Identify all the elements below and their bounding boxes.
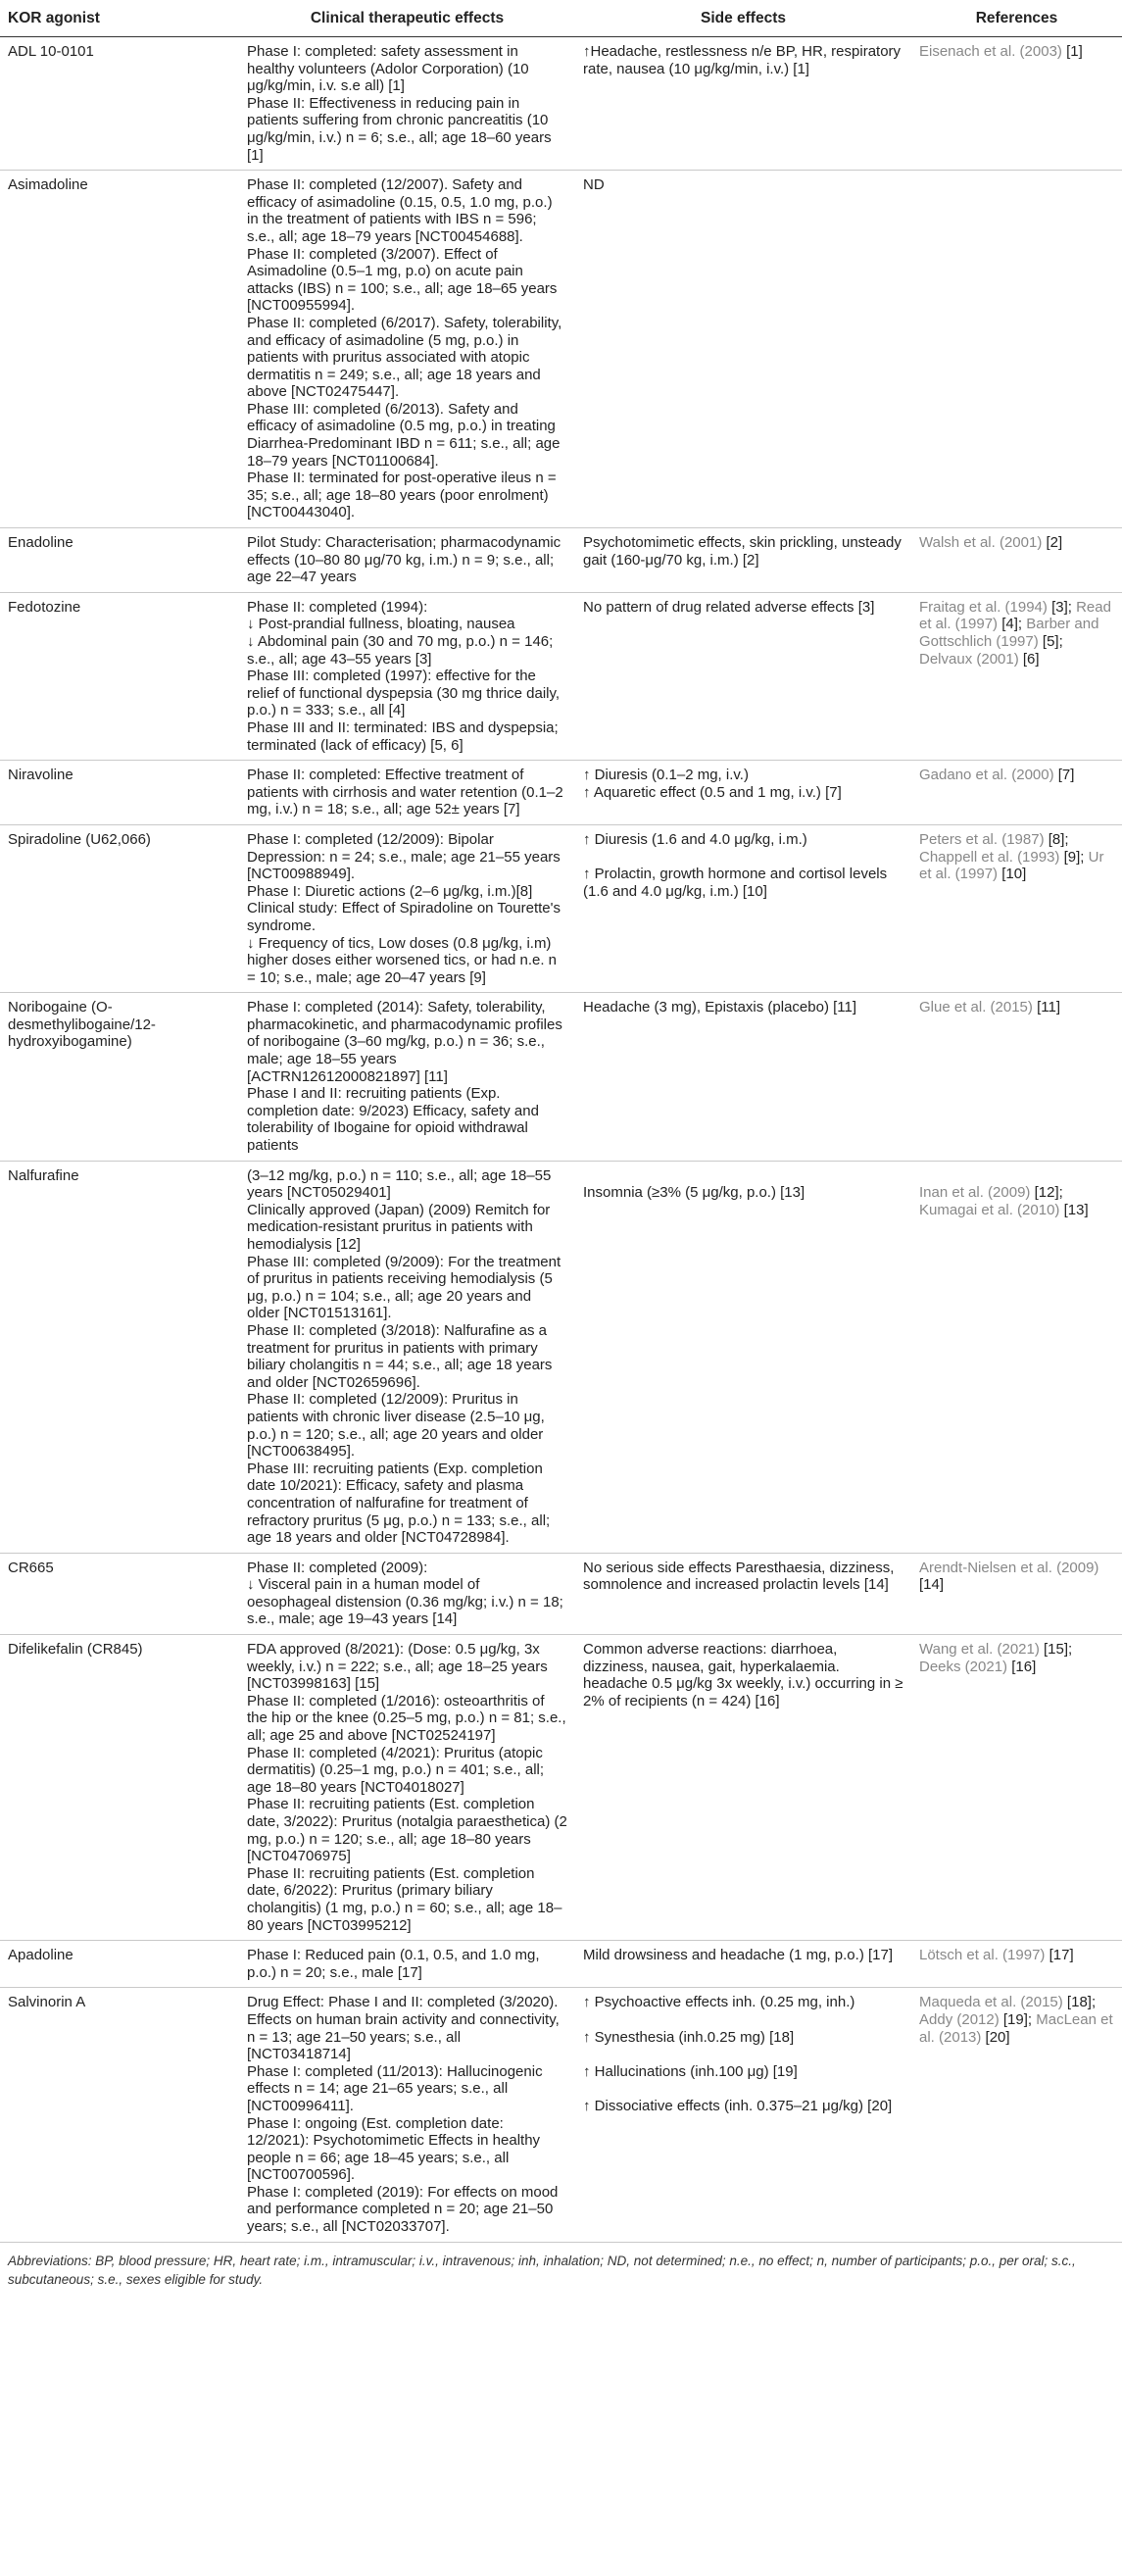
clinical-effects-cell-line: Phase II: completed: Effective treatment of patients with cirrhosis and water retention (0.1–2 mg, i.v.) n = 18; s.e., all; age 52± years [7]	[247, 767, 563, 818]
clinical-effects-cell-line: Phase II: completed (3/2018): Nalfurafine as a treatment for pruritus in patients with primary biliary cholangitis n = 44; s.e., all; age 18 years and older [NCT02659696].	[247, 1321, 553, 1391]
reference-number: [9];	[1059, 848, 1089, 866]
side-effects-cell-line: Mild drowsiness and headache (1 mg, p.o.) [17]	[583, 1947, 894, 1964]
references-cell	[911, 171, 1122, 528]
agonist-cell: Difelikefalin (CR845)	[0, 1635, 239, 1941]
reference-link[interactable]: Deeks (2021)	[919, 1658, 1008, 1675]
references-cell	[911, 1553, 1122, 1634]
table-row	[0, 761, 1122, 825]
table-row	[0, 37, 1122, 171]
reference-link[interactable]: Chappell et al. (1993)	[919, 848, 1060, 866]
side-effects-cell-line: ↑ Psychoactive effects inh. (0.25 mg, inh.)	[583, 1994, 855, 2011]
agonist-cell: Apadoline	[0, 1941, 239, 1988]
clinical-effects-cell-line: Phase III: completed (6/2013). Safety and efficacy of asimadoline (0.5 mg, p.o.) in treating Diarrhea-Predominant IBD n = 611; s.e., all; age 18–79 years [NCT01100684].	[247, 400, 561, 470]
reference-link[interactable]: Glue et al. (2015)	[919, 999, 1033, 1016]
clinical-effects-cell-line: ↓ Abdominal pain (30 and 70 mg, p.o.) n = 146; s.e., all; age 43–55 years [3]	[247, 633, 554, 668]
reference-number: [14]	[919, 1576, 945, 1594]
reference-link[interactable]: Inan et al. (2009)	[919, 1184, 1031, 1202]
table-row	[0, 993, 1122, 1161]
clinical-effects-cell	[239, 824, 575, 992]
side-effects-cell-line: Headache (3 mg), Epistaxis (placebo) [11]	[583, 999, 857, 1016]
agonist-cell: ADL 10-0101	[0, 37, 239, 171]
side-effects-cell-line: ↑ Prolactin, growth hormone and cortisol levels (1.6 and 4.0 μg/kg, i.m.) [10]	[583, 866, 888, 900]
clinical-effects-cell-line: Phase II: completed (2009):	[247, 1559, 428, 1576]
clinical-effects-cell	[239, 37, 575, 171]
side-effects-cell-line: Psychotomimetic effects, skin prickling, unsteady gait (160-μg/70 kg, i.m.) [2]	[583, 534, 902, 569]
header-kor-agonist: KOR agonist	[0, 0, 239, 37]
agonist-cell: Asimadoline	[0, 171, 239, 528]
clinical-effects-cell-line: Phase II: recruiting patients (Est. completion date, 3/2022): Pruritus (notalgia paraesthetica) (2 mg, p.o.) n = 120; s.e., all; age 18–80 years [NCT04706975]	[247, 1796, 567, 1865]
reference-number: [12];	[1030, 1184, 1063, 1202]
clinical-effects-cell-line: Phase I: completed (12/2009): Bipolar Depression: n = 24; s.e., male; age 21–55 years [NCT00988949].	[247, 830, 561, 883]
side-effects-cell	[575, 171, 911, 528]
references-cell	[911, 824, 1122, 992]
clinical-effects-cell	[239, 1553, 575, 1634]
clinical-effects-cell	[239, 171, 575, 528]
reference-number: [19];	[999, 2010, 1037, 2028]
clinical-effects-cell-line: FDA approved (8/2021): (Dose: 0.5 μg/kg, 3x weekly, i.v.) n = 222; s.e., all; age 18–25 years [NCT03998163] [15]	[247, 1641, 548, 1693]
clinical-effects-cell-line: Phase I: completed (2014): Safety, tolerability, pharmacokinetic, and pharmacodynamic profiles of noribogaine (3–60 mg/kg, p.o.) n = 36; s.e., male; age 18–55 years [ACTRN12612000821897] [11]	[247, 999, 562, 1085]
table-row	[0, 1941, 1122, 1988]
table-row	[0, 528, 1122, 593]
clinical-effects-cell-line: ↓ Frequency of tics, Low doses (0.8 μg/kg, i.m) higher doses either worsened tics, or had n.e. n = 10; s.e., male; age 20–47 years [9]	[247, 934, 558, 986]
side-effects-cell-line	[583, 1167, 903, 1185]
side-effects-cell-line: ↑ Dissociative effects (inh. 0.375–21 μg/kg) [20]	[583, 2097, 893, 2114]
agonist-cell: Niravoline	[0, 761, 239, 825]
side-effects-cell-line	[583, 849, 903, 867]
reference-link[interactable]: Addy (2012)	[919, 2010, 1000, 2028]
clinical-effects-cell	[239, 1988, 575, 2242]
reference-number: [2]	[1042, 534, 1063, 552]
table-row	[0, 824, 1122, 992]
clinical-effects-cell-line: Clinically approved (Japan) (2009) Remitch for medication-resistant pruritus in patients with hemodialysis [12]	[247, 1201, 551, 1253]
agonist-cell: Nalfurafine	[0, 1161, 239, 1553]
clinical-effects-cell-line: Phase III: recruiting patients (Exp. completion date 10/2021): Efficacy, safety and plasma concentration of nalfurafine for treatment of refractory pruritus (5 μg, p.o.) n = 133; s.e., all; age 18 years and older [NCT04728984].	[247, 1460, 551, 1547]
clinical-effects-cell-line: Phase III and II: terminated: IBS and dyspepsia; terminated (lack of efficacy) [5, 6]	[247, 718, 559, 754]
reference-link[interactable]: Ur et al. (1997)	[919, 848, 1104, 883]
clinical-effects-cell-line: ↓ Visceral pain in a human model of oesophageal distension (0.36 mg/kg; i.v.) n = 18; s.e., male; age 19–43 years [14]	[247, 1576, 563, 1628]
reference-number: [17]	[1045, 1947, 1074, 1964]
side-effects-cell	[575, 592, 911, 760]
clinical-effects-cell-line: Phase II: terminated for post-operative ileus n = 35; s.e., all; age 18–80 years (poor enrolment) [NCT00443040].	[247, 470, 557, 521]
clinical-effects-cell-line: Phase I and II: recruiting patients (Exp. completion date: 9/2023) Efficacy, safety and tolerability of Ibogaine for opioid withdrawal patients	[247, 1085, 539, 1155]
reference-number: [15];	[1039, 1641, 1073, 1659]
clinical-effects-cell-line: Phase I: completed: safety assessment in healthy volunteers (Adolor Corporation) (10 μg/kg/min, i.v. s.e all) [1]	[247, 43, 529, 95]
clinical-effects-cell-line: Phase I: completed (11/2013): Hallucinogenic effects n = 14; age 21–65 years; s.e., all [NCT00996411].	[247, 2062, 543, 2114]
header-side-effects: Side effects	[575, 0, 911, 37]
reference-number: [5];	[1038, 633, 1063, 650]
reference-link[interactable]: Fraitag et al. (1994)	[919, 598, 1048, 616]
references-cell	[911, 528, 1122, 593]
clinical-effects-cell	[239, 761, 575, 825]
references-cell	[911, 37, 1122, 171]
clinical-effects-cell-line: Phase II: recruiting patients (Est. completion date, 6/2022): Pruritus (primary biliary cholangitis) (1 mg, p.o.) n = 60; s.e., all; age 18–80 years [NCT03995212]	[247, 1864, 562, 1934]
side-effects-cell	[575, 824, 911, 992]
clinical-effects-cell-line: Clinical study: Effect of Spiradoline on Tourette's syndrome.	[247, 900, 561, 934]
agonist-cell: Salvinorin A	[0, 1988, 239, 2242]
reference-link[interactable]: Walsh et al. (2001)	[919, 534, 1043, 552]
side-effects-cell	[575, 1553, 911, 1634]
reference-link[interactable]: Read et al. (1997)	[919, 598, 1111, 633]
reference-link[interactable]: MacLean et al. (2013)	[919, 2010, 1113, 2046]
clinical-effects-cell-line: Phase III: completed (1997): effective for the relief of functional dyspepsia (30 mg thrice daily, p.o.) n = 333; s.e., all [4]	[247, 668, 561, 719]
reference-number: [7]	[1053, 767, 1075, 784]
header-clinical-effects: Clinical therapeutic effects	[239, 0, 575, 37]
clinical-effects-cell-line: ↓ Post-prandial fullness, bloating, nausea	[247, 616, 515, 633]
side-effects-cell-line: ↑Headache, restlessness n/e BP, HR, respiratory rate, nausea (10 μg/kg/min, i.v.) [1]	[583, 43, 902, 77]
reference-link[interactable]: Maqueda et al. (2015)	[919, 1994, 1063, 2011]
references-cell	[911, 761, 1122, 825]
clinical-effects-cell-line: Phase III: completed (9/2009): For the treatment of pruritus in patients receiving hemodialysis (5 μg, p.o.) n = 104; s.e., all; age 20 years and older [NCT01513161].	[247, 1253, 561, 1322]
reference-number: [16]	[1007, 1658, 1037, 1675]
reference-link[interactable]: Delvaux (2001)	[919, 650, 1019, 668]
reference-number: [18];	[1062, 1994, 1097, 2011]
reference-number: [8];	[1044, 830, 1069, 848]
clinical-effects-cell-line: Phase I: Diuretic actions (2–6 μg/kg, i.m.)[8]	[247, 882, 533, 900]
table-row	[0, 1988, 1122, 2242]
clinical-effects-cell-line: Phase II: completed (6/2017). Safety, tolerability, and efficacy of asimadoline (5 mg, p.o.) in patients with pruritus associated with atopic dermatitis n = 249; s.e., all; age 18 years and above [NCT02475447].	[247, 314, 562, 401]
side-effects-cell-line	[583, 2011, 903, 2029]
side-effects-cell	[575, 1161, 911, 1553]
reference-number: [4];	[998, 616, 1027, 633]
reference-link[interactable]: Peters et al. (1987)	[919, 830, 1045, 848]
clinical-effects-cell-line: Phase II: completed (12/2009): Pruritus in patients with chronic liver disease (2.5–10 μg, p.o.) n = 120; s.e., all; age 20 years and older [NCT00638495].	[247, 1391, 545, 1461]
side-effects-cell	[575, 761, 911, 825]
side-effects-cell	[575, 1635, 911, 1941]
side-effects-cell-line: ↑ Hallucinations (inh.100 μg) [19]	[583, 2062, 798, 2080]
clinical-effects-cell-line: Phase I: Reduced pain (0.1, 0.5, and 1.0 mg, p.o.) n = 20; s.e., male [17]	[247, 1947, 540, 1981]
clinical-effects-cell-line: Phase I: completed (2019): For effects on mood and performance completed n = 20; age 21–50 years; s.e., all [NCT02033707].	[247, 2183, 559, 2236]
agonist-cell: Noribogaine (O-desmethylibogaine/12-hydroxyibogamine)	[0, 993, 239, 1161]
side-effects-cell	[575, 1941, 911, 1988]
references-cell	[911, 1988, 1122, 2242]
table-row	[0, 1553, 1122, 1634]
clinical-effects-cell-line: (3–12 mg/kg, p.o.) n = 110; s.e., all; age 18–55 years [NCT05029401]	[247, 1166, 552, 1202]
header-references: References	[911, 0, 1122, 37]
reference-spacer	[919, 1167, 1114, 1185]
clinical-effects-cell-line: Phase II: completed (12/2007). Safety and efficacy of asimadoline (0.15, 0.5, 1.0 mg, p.o.) in the treatment of patients with IBS n = 596; s.e., all; age 18–79 years [NCT00454688].	[247, 176, 553, 245]
reference-number: [10]	[998, 866, 1027, 883]
reference-link[interactable]: Eisenach et al. (2003)	[919, 43, 1062, 60]
side-effects-cell-line: No serious side effects Paresthaesia, dizziness, somnolence and increased prolactin levels [14]	[583, 1559, 895, 1594]
reference-number: [20]	[981, 2028, 1010, 2046]
table-row	[0, 592, 1122, 760]
reference-link[interactable]: Lötsch et al. (1997)	[919, 1947, 1046, 1964]
side-effects-cell-line: ↑ Diuresis (0.1–2 mg, i.v.)	[583, 767, 749, 784]
clinical-effects-cell-line: Phase II: completed (1/2016): osteoarthritis of the hip or the knee (0.25–5 mg, p.o.) n = 81; s.e., all; age 25 and above [NCT02524197]	[247, 1692, 566, 1745]
clinical-effects-cell	[239, 1635, 575, 1941]
clinical-effects-cell-line: Phase II: completed (1994):	[247, 598, 428, 616]
references-cell	[911, 592, 1122, 760]
reference-number: [11]	[1032, 999, 1060, 1016]
reference-link[interactable]: Barber and Gottschlich (1997)	[919, 616, 1099, 650]
reference-number: [6]	[1018, 650, 1040, 668]
clinical-effects-cell-line: Phase II: Effectiveness in reducing pain in patients suffering from chronic pancreatitis (10 μg/kg/min, i.v.) n = 6; s.e., all; age 18–60 years [1]	[247, 94, 552, 164]
side-effects-cell	[575, 37, 911, 171]
table-footnote: Abbreviations: BP, blood pressure; HR, heart rate; i.m., intramuscular; i.v., intravenous; inh, inhalation; ND, not determined; n.e., no effect; n, number of participants; p.o., per oral; s.c., subcutaneous; s.e., sexes eligible for study.	[8, 2253, 1076, 2287]
side-effects-cell-line: No pattern of drug related adverse effects [3]	[583, 598, 875, 616]
reference-number: [1]	[1061, 43, 1083, 60]
table-row	[0, 1635, 1122, 1941]
side-effects-cell-line: ND	[583, 176, 605, 194]
side-effects-cell-line: ↑ Aquaretic effect (0.5 and 1 mg, i.v.) [7]	[583, 783, 842, 801]
side-effects-cell-line: Insomnia (≥3% (5 μg/kg, p.o.) [13]	[583, 1184, 805, 1202]
side-effects-cell	[575, 1988, 911, 2242]
table-row	[0, 1161, 1122, 1553]
reference-link[interactable]: Gadano et al. (2000)	[919, 767, 1054, 784]
side-effects-cell-line: Common adverse reactions: diarrhoea, dizziness, nausea, gait, hyperkalaemia. headache 0.5 μg/kg 3x weekly, i.v.) occurring in ≥ 2% of recipients (n = 424) [16]	[583, 1641, 903, 1709]
clinical-effects-cell	[239, 993, 575, 1161]
clinical-effects-cell-line: Drug Effect: Phase I and II: completed (3/2020). Effects on human brain activity and connectivity, n = 13; age 21–50 years; s.e., all [NCT03418714]	[247, 1994, 560, 2063]
agonist-cell: Spiradoline (U62,066)	[0, 824, 239, 992]
reference-link[interactable]: Kumagai et al. (2010)	[919, 1201, 1060, 1218]
clinical-effects-cell	[239, 1161, 575, 1553]
table-body	[0, 37, 1122, 2243]
agonist-cell: CR665	[0, 1553, 239, 1634]
clinical-effects-cell-line: Phase II: completed (3/2007). Effect of Asimadoline (0.5–1 mg, p.o) on acute pain attacks (IBS) n = 100; s.e., all; age 18–65 years [NCT00955994].	[247, 245, 558, 315]
clinical-effects-cell-line: Pilot Study: Characterisation; pharmacodynamic effects (10–80 80 μg/70 kg, i.m.) n = 9; s.e., all; age 22–47 years	[247, 534, 561, 586]
clinical-effects-cell-line: Phase II: completed (4/2021): Pruritus (atopic dermatitis) (0.25–1 mg, p.o.) n = 401; s.e., all; age 18–80 years [NCT04018027]	[247, 1744, 545, 1796]
clinical-effects-cell	[239, 592, 575, 760]
side-effects-cell-line: ↑ Synesthesia (inh.0.25 mg) [18]	[583, 2028, 795, 2046]
clinical-effects-cell	[239, 1941, 575, 1988]
agonist-cell: Fedotozine	[0, 592, 239, 760]
reference-link[interactable]: Arendt-Nielsen et al. (2009)	[919, 1559, 1099, 1576]
side-effects-cell-line	[583, 2080, 903, 2098]
side-effects-cell	[575, 528, 911, 593]
agonist-cell: Enadoline	[0, 528, 239, 593]
clinical-effects-cell	[239, 528, 575, 593]
reference-link[interactable]: Wang et al. (2021)	[919, 1641, 1040, 1659]
table-row	[0, 171, 1122, 528]
clinical-effects-cell-line: Phase I: ongoing (Est. completion date: 12/2021): Psychotomimetic Effects in healthy people n = 66; age 18–45 years; s.e., all [NCT00700596].	[247, 2114, 541, 2184]
side-effects-cell	[575, 993, 911, 1161]
references-cell	[911, 1635, 1122, 1941]
references-cell	[911, 993, 1122, 1161]
reference-number: [3];	[1047, 598, 1077, 616]
references-cell	[911, 1161, 1122, 1553]
table-header-row	[0, 0, 1122, 37]
side-effects-cell-line	[583, 2046, 903, 2063]
reference-number: [13]	[1059, 1201, 1089, 1218]
side-effects-cell-line: ↑ Diuresis (1.6 and 4.0 μg/kg, i.m.)	[583, 830, 807, 848]
references-cell	[911, 1941, 1122, 1988]
